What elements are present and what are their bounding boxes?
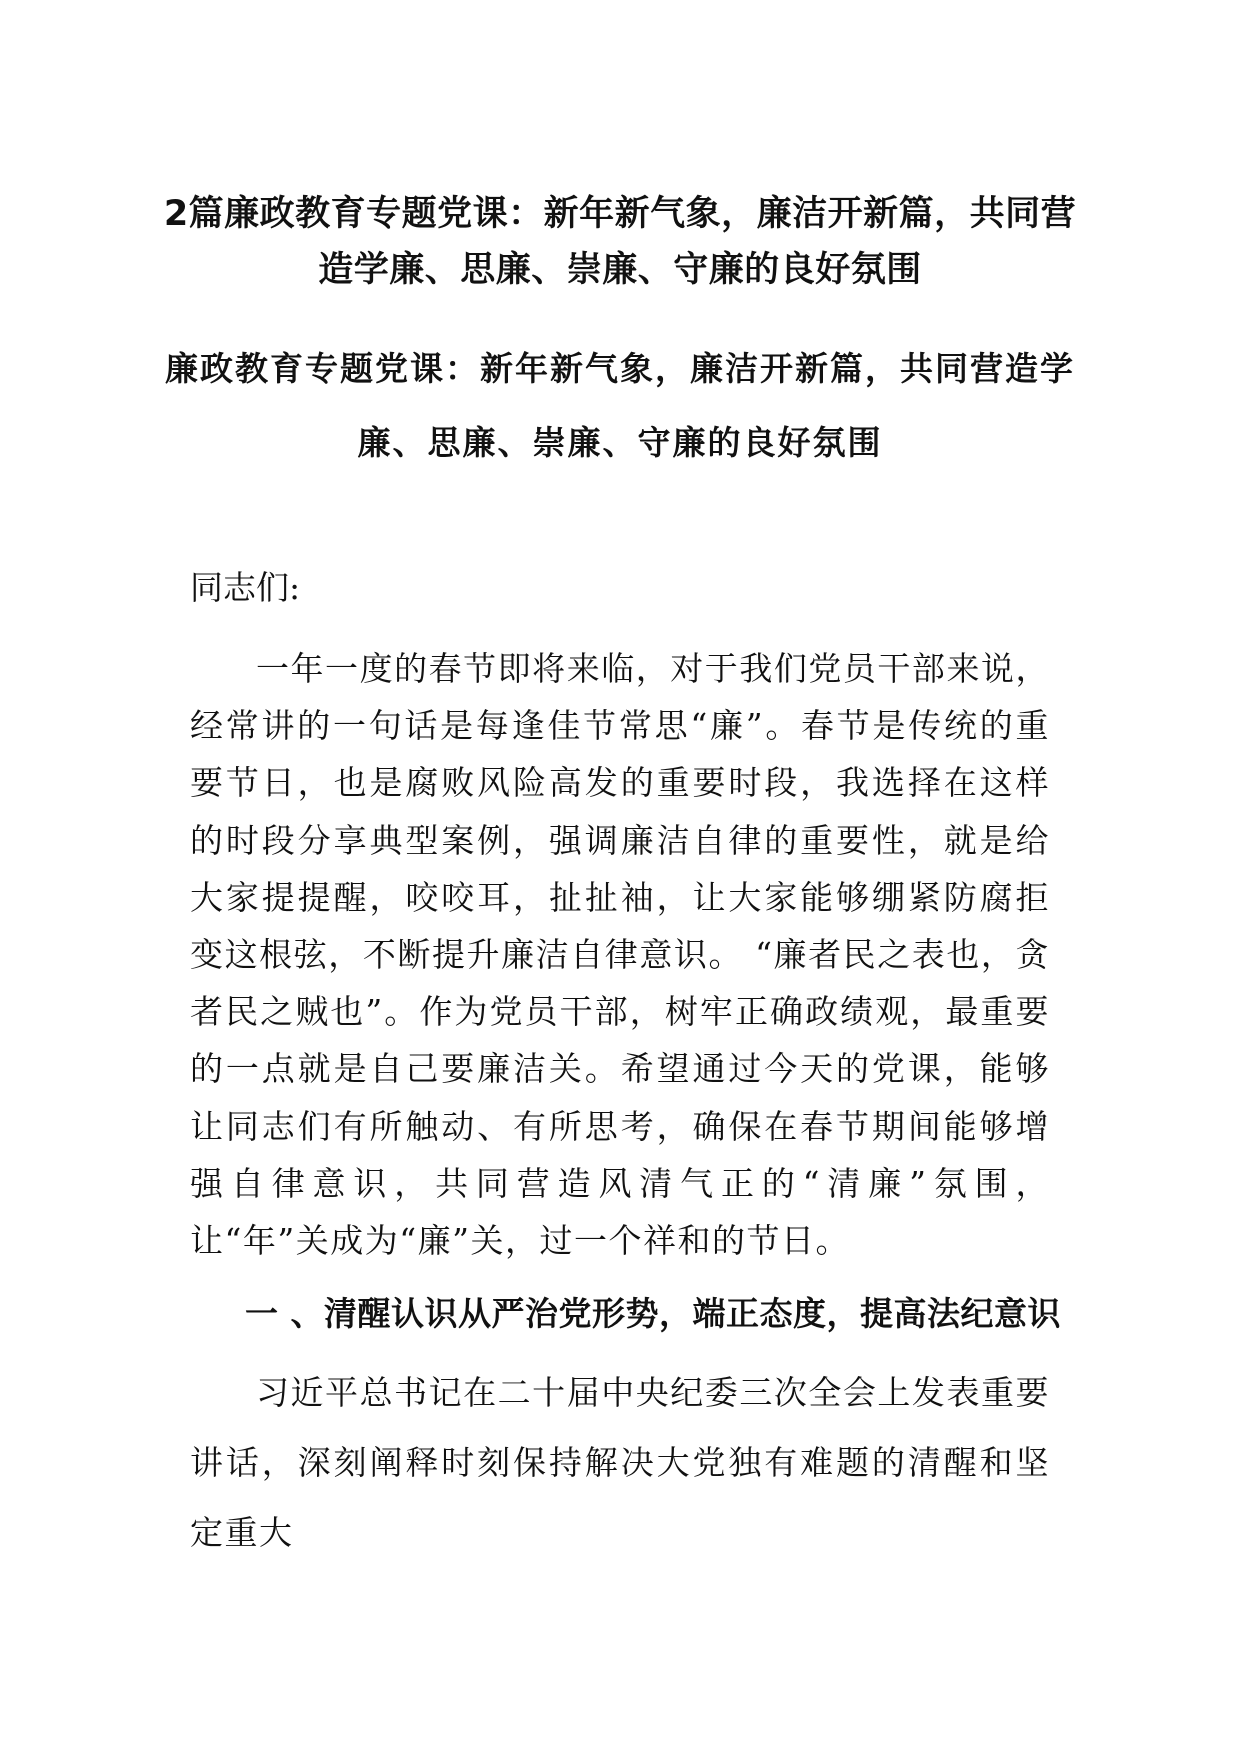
intro-paragraph: 一年一度的春节即将来临，对于我们党员干部来说，经常讲的一句话是每逢佳节常思“廉”。春节是传统的重要节日，也是腐败风险高发的重要时段，我选择在这样的时段分享典型案例，强调廉洁自律的重要性，就是给大家提提醒，咬咬耳，扯扯袖，让大家能够绷紧防腐拒变这根弦，不断提升廉洁自律意识。 “廉者民之表也，贪者民之贼也”。作为党员干部，树牢正确政绩观，最重要的一点就是自己要廉洁关。希望通过今天的党课，能够让同志们有所触动、有所思考，确保在春节期间能够增强自律意识，共同营造风清气正的“清廉”氛围，让“年”关成为“廉”关，过一个祥和的节日。 (190, 649, 1050, 1261)
salutation: 同志们: (190, 568, 301, 607)
section-heading: 一 、清醒认识从严治党形势，端正态度，提高法纪意识 (245, 1294, 1061, 1333)
document-subtitle: 廉政教育专题党课：新年新气象，廉洁开新篇，共同营造学廉、思廉、崇廉、守廉的良好氛围 (165, 349, 1075, 462)
section-paragraph: 习近平总书记在二十届中央纪委三次全会上发表重要讲话，深刻阐释时刻保持解决大党独有难题的清醒和坚定重大 (190, 1373, 1050, 1552)
document-title: 2篇廉政教育专题党课：新年新气象，廉洁开新篇，共同营造学廉、思廉、崇廉、守廉的良好氛围 (163, 194, 1077, 290)
